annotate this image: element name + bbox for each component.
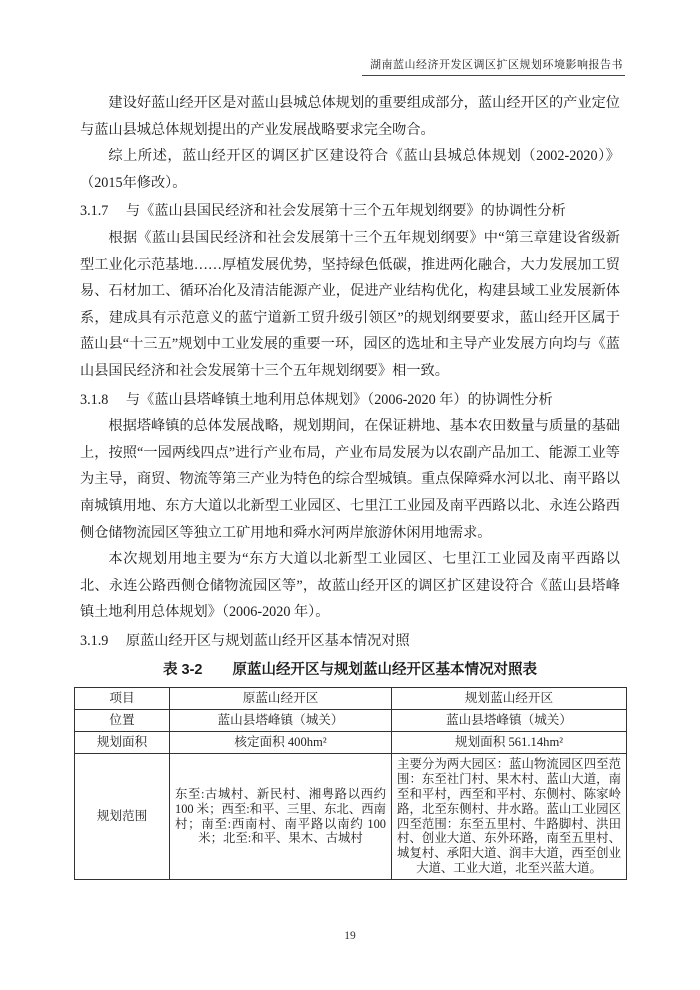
table-caption (80, 658, 620, 682)
cell-original-area: 核定面积 400hm² (170, 732, 392, 754)
section-title: 与《蓝山县国民经济和社会发展第十三个五年规划纲要》的协调性分析 (125, 203, 566, 220)
table-caption-title: 原蓝山经开区与规划蓝山经开区基本情况对照表 (232, 662, 538, 679)
cell-planned-scope: 主要分为两大园区：蓝山物流园区四至范围：东至社门村、果木村、蓝山大道，南至和平村，西至和平村、东侧村、陈家岭路，北至东侧村、井水路。蓝山工业园区四至范围：东至五里村、牛路脚村、洪田村、创业大道、东外环路，南至五里村、城复村、承阳大道、润丰大道，西至创业大道、工业大道，北至兴蓝大道。 (392, 754, 627, 879)
section-number: 3.1.8 (80, 391, 109, 408)
table-row (75, 754, 627, 879)
paragraph: 根据塔峰镇的总体发展战略，规划期间，在保证耕地、基本农田数量与质量的基础上，按照“一园两线四点”进行产业布局，产业布局发展为以农副产品加工、能源工业等为主导，商贸、物流等第三产业为特色的综合型城镇。重点保障舜水河以北、南平路以南城镇用地、东方大道以北新型工业园区、七里江工业园及南平西路以北、永连公路西侧仓储物流园区等独立工矿用地和舜水河两岸旅游休闲用地需求。 (80, 418, 620, 541)
column-header: 项目 (75, 688, 170, 710)
table-caption-label: 表 3-2 (162, 662, 203, 679)
row-label: 位置 (75, 710, 170, 732)
paragraph: 综上所述，蓝山经开区的调区扩区建设符合《蓝山县城总体规划（2002-2020）》（2015年修改）。 (80, 148, 620, 191)
row-label: 规划范围 (75, 754, 170, 879)
paragraph: 本次规划用地主要为“东方大道以北新型工业园区、七里江工业园及南平西路以北、永连公路西侧仓储物流园区等”，故蓝山经开区的调区扩区建设符合《蓝山县塔峰镇土地利用总体规划》（2006-2020 年）。 (80, 551, 620, 621)
page-number: 19 (344, 930, 356, 942)
section-number: 3.1.9 (80, 632, 109, 649)
column-header: 原蓝山经开区 (170, 688, 392, 710)
table-row (75, 732, 627, 754)
row-label: 规划面积 (75, 732, 170, 754)
running-header: 湖南蓝山经济开发区调区扩区规划环境影响报告书 (362, 56, 625, 76)
column-header: 规划蓝山经开区 (392, 688, 627, 710)
table-row (75, 710, 627, 732)
cell-original-location: 蓝山县塔峰镇（城关） (170, 710, 392, 732)
page-body (80, 90, 620, 880)
cell-planned-area: 规划面积 561.14hm² (392, 732, 627, 754)
table-header-row (75, 688, 627, 710)
section-title: 与《蓝山县塔峰镇土地利用总体规划》（2006-2020 年）的协调性分析 (125, 391, 553, 408)
comparison-table (74, 687, 627, 879)
paragraph: 建设好蓝山经开区是对蓝山县城总体规划的重要组成部分，蓝山经开区的产业定位与蓝山县城总体规划提出的产业发展战略要求完全吻合。 (80, 95, 620, 138)
section-heading-3-1-8 (80, 387, 620, 414)
section-heading-3-1-9 (80, 628, 620, 655)
cell-planned-location: 蓝山县塔峰镇（城关） (392, 710, 627, 732)
section-heading-3-1-7 (80, 198, 620, 225)
paragraph: 根据《蓝山县国民经济和社会发展第十三个五年规划纲要》中“第三章建设省级新型工业化示范基地……厚植发展优势，坚持绿色低碳，推进两化融合，大力发展加工贸易、石材加工、循环冶化及清洁能源产业，促进产业结构优化，构建县域工业发展新体系，建成具有示范意义的蓝宁道新工贸升级引领区”的规划纲要要求，蓝山经开区属于蓝山县“十三五”规划中工业发展的重要一环，园区的选址和主导产业发展方向均与《蓝山县国民经济和社会发展第十三个五年规划纲要》相一致。 (80, 229, 620, 379)
cell-original-scope: 东至:古城村、新民村、湘粤路以西约 100 米；西至:和平、三里、东北、西南村；南至:西南村、南平路以南约 100 米；北至:和平、果木、古城村 (170, 754, 392, 879)
section-number: 3.1.7 (80, 203, 109, 220)
section-title: 原蓝山经开区与规划蓝山经开区基本情况对照 (125, 632, 410, 649)
